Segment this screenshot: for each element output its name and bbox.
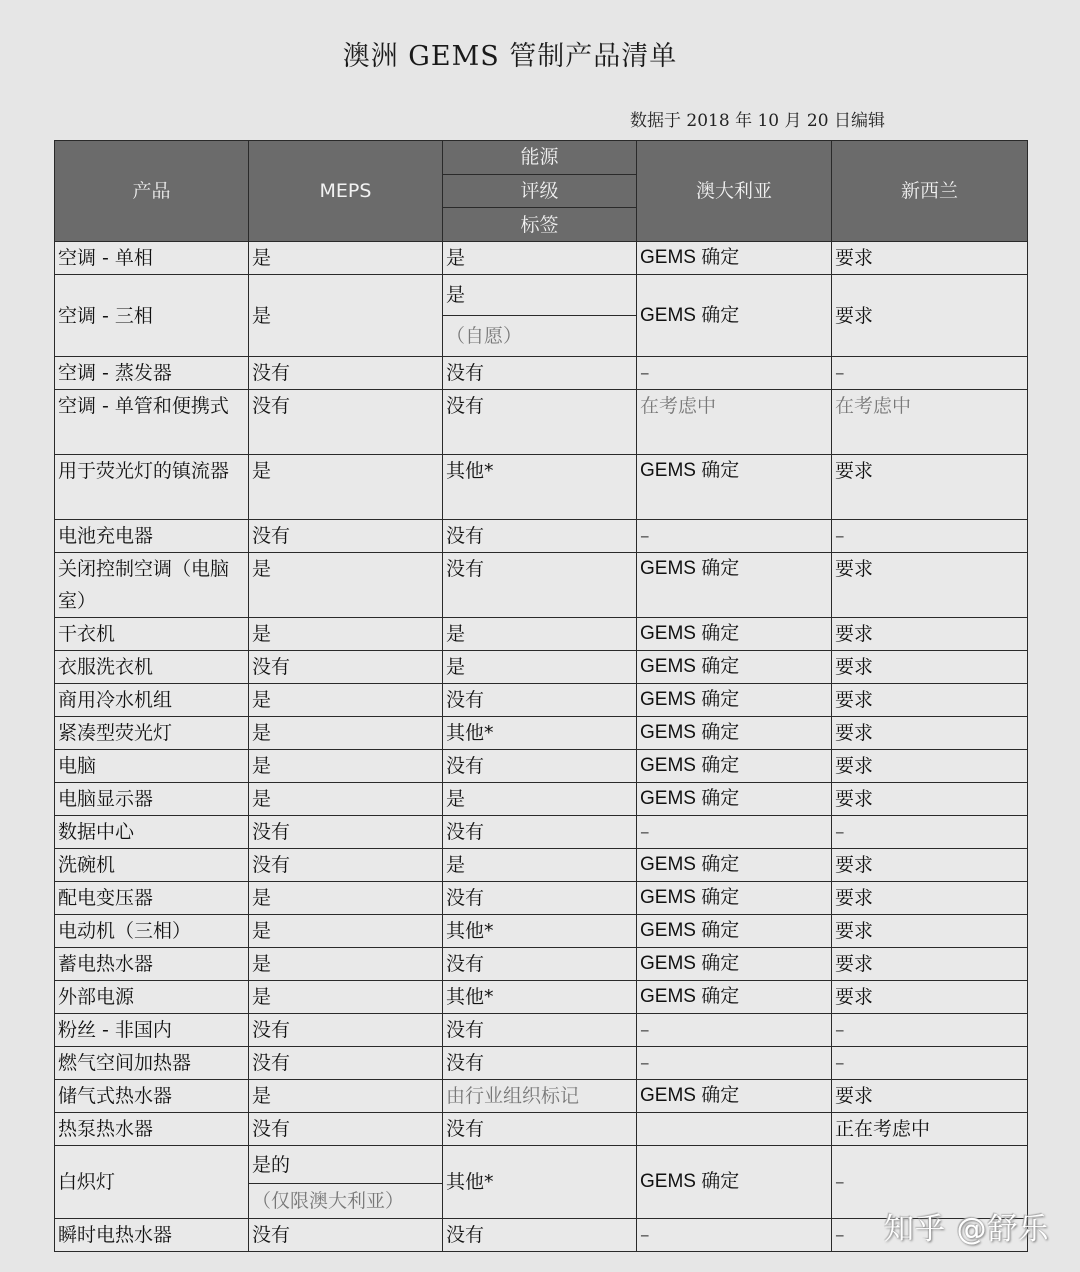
cell-australia: GEMS 确定	[637, 750, 832, 783]
cell-meps: 没有	[249, 520, 443, 553]
table-row	[55, 1047, 1028, 1080]
cell-product: 电池充电器	[55, 520, 249, 553]
cell-meps: 是	[249, 553, 443, 618]
header-meps: MEPS	[249, 141, 443, 242]
cell-australia: GEMS 确定	[637, 275, 832, 357]
cell-label	[443, 275, 637, 357]
cell-meps: 没有	[249, 1219, 443, 1252]
cell-australia: GEMS 确定	[637, 553, 832, 618]
table-row	[55, 1080, 1028, 1113]
cell-label: 没有	[443, 390, 637, 455]
cell-product: 空调 - 蒸发器	[55, 357, 249, 390]
cell-label: 没有	[443, 882, 637, 915]
table-row	[55, 1113, 1028, 1146]
cell-product: 燃气空间加热器	[55, 1047, 249, 1080]
cell-new-zealand: 要求	[832, 1080, 1028, 1113]
cell-product: 电脑显示器	[55, 783, 249, 816]
gems-products-table	[54, 140, 1028, 1252]
cell-australia: 在考虑中	[637, 390, 832, 455]
cell-new-zealand: 在考虑中	[832, 390, 1028, 455]
cell-product: 电脑	[55, 750, 249, 783]
cell-meps: 是	[249, 981, 443, 1014]
cell-meps: 是	[249, 684, 443, 717]
cell-new-zealand: 正在考虑中	[832, 1113, 1028, 1146]
cell-meps: 是	[249, 915, 443, 948]
cell-new-zealand: –	[832, 1014, 1028, 1047]
cell-meps: 是	[249, 948, 443, 981]
cell-new-zealand: 要求	[832, 553, 1028, 618]
table-row	[55, 455, 1028, 520]
cell-label: 没有	[443, 1014, 637, 1047]
cell-new-zealand: –	[832, 1047, 1028, 1080]
cell-label: 没有	[443, 684, 637, 717]
cell-meps: 是	[249, 882, 443, 915]
cell-label: 没有	[443, 1113, 637, 1146]
table-row	[55, 1146, 1028, 1219]
cell-label: 其他*	[443, 717, 637, 750]
cell-australia: GEMS 确定	[637, 684, 832, 717]
zhihu-watermark: 知乎 @舒乐	[884, 1212, 1050, 1247]
table-row	[55, 750, 1028, 783]
cell-label: 其他*	[443, 915, 637, 948]
cell-label: 是	[443, 618, 637, 651]
table-row	[55, 618, 1028, 651]
cell-new-zealand: –	[832, 1146, 1028, 1219]
cell-new-zealand: 要求	[832, 750, 1028, 783]
table-row	[55, 717, 1028, 750]
cell-label: 没有	[443, 1047, 637, 1080]
cell-product: 数据中心	[55, 816, 249, 849]
table-row	[55, 275, 1028, 357]
cell-australia: GEMS 确定	[637, 1080, 832, 1113]
cell-product: 空调 - 单管和便携式	[55, 390, 249, 455]
cell-new-zealand: 要求	[832, 981, 1028, 1014]
table-row	[55, 882, 1028, 915]
cell-australia: GEMS 确定	[637, 242, 832, 275]
cell-product: 电动机（三相）	[55, 915, 249, 948]
cell-new-zealand: 要求	[832, 783, 1028, 816]
cell-label: 是	[443, 242, 637, 275]
cell-label-note: （自愿）	[446, 325, 523, 347]
cell-product: 白炽灯	[55, 1146, 249, 1219]
header-energy-line: 评级	[443, 175, 636, 209]
cell-new-zealand: 要求	[832, 948, 1028, 981]
cell-label: 没有	[443, 816, 637, 849]
cell-meps: 没有	[249, 1113, 443, 1146]
cell-meps: 没有	[249, 816, 443, 849]
cell-product: 商用冷水机组	[55, 684, 249, 717]
cell-label: 没有	[443, 357, 637, 390]
cell-meps: 是	[249, 275, 443, 357]
header-energy-line: 标签	[520, 213, 559, 236]
cell-label: 其他*	[443, 1146, 637, 1219]
cell-label: 没有	[443, 553, 637, 618]
cell-new-zealand: –	[832, 1219, 1028, 1252]
table-row	[55, 520, 1028, 553]
table-row	[55, 849, 1028, 882]
cell-meps: 没有	[249, 390, 443, 455]
table-row	[55, 1014, 1028, 1047]
cell-australia: –	[637, 357, 832, 390]
cell-australia: GEMS 确定	[637, 717, 832, 750]
cell-new-zealand: 要求	[832, 275, 1028, 357]
cell-product: 热泵热水器	[55, 1113, 249, 1146]
cell-label: 没有	[443, 1219, 637, 1252]
cell-new-zealand: 要求	[832, 849, 1028, 882]
document-title: 澳洲 GEMS 管制产品清单	[342, 41, 678, 72]
cell-new-zealand: –	[832, 357, 1028, 390]
header-new-zealand: 新西兰	[832, 141, 1028, 242]
cell-product: 干衣机	[55, 618, 249, 651]
header-energy-label	[443, 141, 637, 242]
cell-australia: –	[637, 1219, 832, 1252]
cell-label: 没有	[443, 520, 637, 553]
table-row	[55, 783, 1028, 816]
cell-meps: 没有	[249, 1014, 443, 1047]
cell-australia: GEMS 确定	[637, 455, 832, 520]
cell-new-zealand: 要求	[832, 651, 1028, 684]
cell-label: 没有	[443, 948, 637, 981]
cell-australia: –	[637, 520, 832, 553]
header-energy-line: 能源	[443, 141, 636, 175]
cell-product: 紧凑型荧光灯	[55, 717, 249, 750]
cell-meps	[249, 1146, 443, 1219]
table-header-row	[55, 141, 1028, 242]
cell-australia: GEMS 确定	[637, 948, 832, 981]
header-product: 产品	[55, 141, 249, 242]
cell-label-value: 是	[443, 275, 636, 316]
cell-product: 配电变压器	[55, 882, 249, 915]
cell-australia: GEMS 确定	[637, 915, 832, 948]
cell-meps: 没有	[249, 357, 443, 390]
cell-product: 关闭控制空调（电脑室）	[55, 553, 249, 618]
cell-label: 是	[443, 783, 637, 816]
table-row	[55, 915, 1028, 948]
cell-meps-note: （仅限澳大利亚）	[252, 1189, 405, 1212]
cell-australia: GEMS 确定	[637, 618, 832, 651]
cell-meps: 没有	[249, 1047, 443, 1080]
table-row	[55, 651, 1028, 684]
cell-product: 瞬时电热水器	[55, 1219, 249, 1252]
cell-australia: GEMS 确定	[637, 849, 832, 882]
cell-new-zealand: 要求	[832, 717, 1028, 750]
cell-meps: 没有	[249, 849, 443, 882]
table-row	[55, 1219, 1028, 1252]
cell-label: 由行业组织标记	[443, 1080, 637, 1113]
cell-australia: GEMS 确定	[637, 981, 832, 1014]
cell-new-zealand: 要求	[832, 618, 1028, 651]
cell-meps: 是	[249, 1080, 443, 1113]
table-row	[55, 981, 1028, 1014]
cell-australia: GEMS 确定	[637, 882, 832, 915]
cell-new-zealand: –	[832, 816, 1028, 849]
cell-product: 空调 - 单相	[55, 242, 249, 275]
cell-new-zealand: 要求	[832, 684, 1028, 717]
cell-australia: –	[637, 816, 832, 849]
table-row	[55, 357, 1028, 390]
cell-product: 储气式热水器	[55, 1080, 249, 1113]
cell-label: 其他*	[443, 455, 637, 520]
cell-meps: 是	[249, 455, 443, 520]
cell-new-zealand: 要求	[832, 915, 1028, 948]
cell-product: 外部电源	[55, 981, 249, 1014]
cell-meps: 是	[249, 783, 443, 816]
table-row	[55, 390, 1028, 455]
cell-australia: GEMS 确定	[637, 783, 832, 816]
table-row	[55, 816, 1028, 849]
cell-australia	[637, 1113, 832, 1146]
cell-meps-value: 是的	[249, 1147, 442, 1184]
cell-meps: 是	[249, 717, 443, 750]
cell-label: 其他*	[443, 981, 637, 1014]
edited-date-note: 数据于 2018 年 10 月 20 日编辑	[630, 111, 885, 131]
cell-new-zealand: 要求	[832, 882, 1028, 915]
cell-label: 没有	[443, 750, 637, 783]
cell-product: 洗碗机	[55, 849, 249, 882]
cell-product: 用于荧光灯的镇流器	[55, 455, 249, 520]
cell-new-zealand: 要求	[832, 455, 1028, 520]
header-australia: 澳大利亚	[637, 141, 832, 242]
table-row	[55, 948, 1028, 981]
table-row	[55, 242, 1028, 275]
cell-product: 粉丝 - 非国内	[55, 1014, 249, 1047]
cell-label: 是	[443, 849, 637, 882]
cell-meps: 是	[249, 750, 443, 783]
cell-product: 蓄电热水器	[55, 948, 249, 981]
cell-product: 空调 - 三相	[55, 275, 249, 357]
cell-australia: GEMS 确定	[637, 651, 832, 684]
cell-new-zealand: 要求	[832, 242, 1028, 275]
cell-meps: 是	[249, 618, 443, 651]
cell-australia: –	[637, 1014, 832, 1047]
cell-australia: GEMS 确定	[637, 1146, 832, 1219]
table-row	[55, 553, 1028, 618]
cell-product: 衣服洗衣机	[55, 651, 249, 684]
cell-label: 是	[443, 651, 637, 684]
cell-meps: 是	[249, 242, 443, 275]
cell-meps: 没有	[249, 651, 443, 684]
table-row	[55, 684, 1028, 717]
cell-australia: –	[637, 1047, 832, 1080]
cell-new-zealand: –	[832, 520, 1028, 553]
